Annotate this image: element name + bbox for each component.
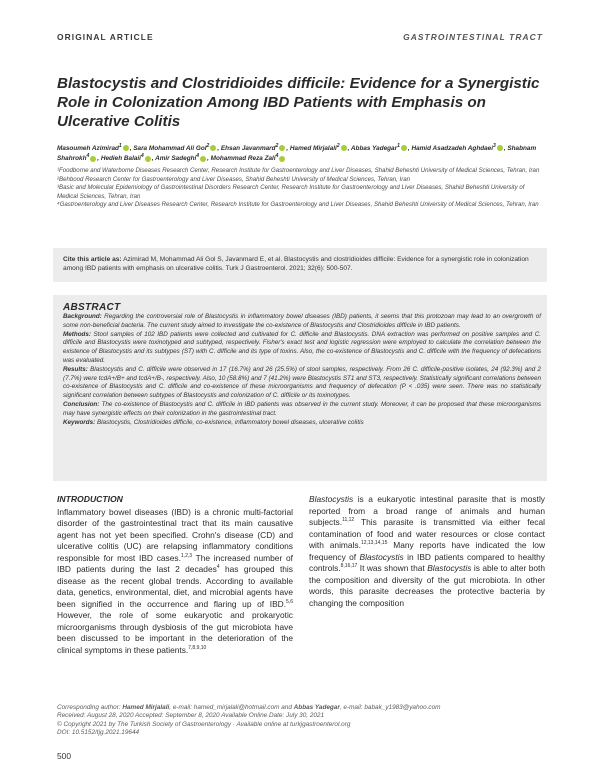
orcid-icon[interactable]	[497, 145, 503, 151]
article-title: Blastocystis and Clostridioides difficile: Evidence for a Synergistic Role in Colonization Among IBD Patients with Emphasis on Ulcerative Colitis	[57, 75, 540, 131]
corresponding-name: Abbas Yadegar	[293, 704, 340, 711]
abstract-body	[63, 313, 541, 427]
affiliation-marker: 1	[118, 142, 122, 149]
reference-marker: 8,16,17	[340, 563, 358, 570]
author-name: Mohammad Reza Zali	[210, 155, 276, 163]
reference-marker: 1,2,3	[180, 552, 193, 559]
article-dates: Received: August 28, 2020 Accepted: September 8, 2020 Available Online Date: July 30, 2021	[57, 712, 325, 720]
orcid-icon[interactable]	[210, 145, 216, 151]
citation-text: Azimirad M, Mohammad Ali Gol S, Javanmard E, et al. Blastocystis and clostridioides difficile: Evidence for a synergistic role in colonization among IBD patients with emphasis on ulcerative colitis. Turk J Gastroenterol. 2021; 32(6): 500-507.	[63, 256, 529, 273]
orcid-icon[interactable]	[279, 145, 285, 151]
italic-term: Blastocystis	[427, 563, 472, 573]
abstract-results-label: Results:	[63, 365, 88, 373]
corresponding-author	[57, 704, 547, 712]
affiliation-marker: 4	[196, 153, 200, 160]
author-name: Sara Mohammad Ali Gol	[133, 145, 207, 152]
orcid-icon[interactable]	[279, 156, 285, 162]
reference-marker: 7,8,9,10	[188, 644, 207, 651]
author-name: Abbas Yadegar	[350, 145, 398, 152]
abstract-methods-label: Methods:	[63, 330, 91, 338]
copyright: © Copyright 2021 by The Turkish Society of Gastroenterology · Available online at turkjgastroenterol.org	[57, 720, 351, 728]
author-list: Masoumeh Azimirad$^1$ , Sara Mohammad Ali Gol$^2$ , Ehsan Javanmard$^2$ , Hamed Mirjalali$^2$ , Abbas Yadegar$^1$ , Hamid Asadzadeh Aghdaei$^3$ , Shabnam Shahrokh$^4$ , Hedieh Balaii$^4$ , Amir Sadeghi$^4$ , Mohammad Reza Zali$^4$	[57, 142, 537, 163]
author-name: Hamid Asadzadeh Aghdaei	[411, 145, 494, 152]
affiliation-marker: 3	[493, 142, 496, 149]
author-name: Shabnam Shahrokh	[57, 145, 537, 163]
abstract-results: Blastocystis and C. difficile were observed in 17 (16.7%) and 26 (25.5%) of stool samples, respectively. From 26 C. difficile-positive isolates, 24 (92.3%) and 2 (7.7%) were tcdA+/B+ and tcdA+/B-, respectively. Also, 10 (58.8%) and 7 (41.2%) were Blastocystis ST1 and ST3, respectively. Statistically significant correlations between co-existence of Blastocystis and C. difficile and co-existence of these microorganisms and frequency of defecation (P < .035) were seen. There was no statistically significant correlation between subtypes of Blastocystis and colonization of C. difficile or its toxinotypes.	[63, 365, 541, 400]
corresponding-name: Hamed Mirjalali	[122, 704, 170, 711]
introduction-heading: INTRODUCTION	[57, 494, 123, 504]
intro-paragraph: Inflammatory bowel diseases (IBD) is a chronic multi-factorial disorder of the gastrointestinal tract that its main causative agent has not yet been specified. Crohn's disease (CD) and ulcerative colitis (UC) are relapsing inflammatory conditions responsible for most IBD cases.$^{1,2,3}$ The increased number of IBD patients during the last 2 decades$^4$ has grouped this disease as the recent global trends. According to available data, genetics, environmental, diet, and microbial agents have been signified in the occurrence and flaring up of IBD.$^{5,6}$ However, the role of some eukaryotic and prokaryotic microorganisms through dysbiosis of the gut microbiota have been discussed to be important in the deterioration of the clinical symptoms in these patients.$^{7,8,9,10}$	[57, 506, 293, 655]
orcid-icon[interactable]	[200, 156, 206, 162]
doi: DOI: 10.5152/tjg.2021.19644	[57, 729, 140, 737]
author-name: Ehsan Javanmard	[220, 145, 276, 152]
reference-marker: 4	[216, 564, 220, 571]
author-name: Hedieh Balaii	[100, 155, 141, 163]
affiliation-marker: 2	[206, 142, 210, 149]
orcid-icon[interactable]	[341, 145, 347, 151]
journal-section: GASTROINTESTINAL TRACT	[403, 32, 543, 42]
affiliation-marker: 2	[336, 142, 340, 149]
orcid-icon[interactable]	[145, 156, 151, 162]
orcid-icon[interactable]	[123, 145, 129, 151]
corresponding-email: , e-mail: hamed_mirjalali@hotmail.com and	[169, 704, 294, 711]
affiliation-marker: 4	[140, 153, 144, 160]
author-name: Amir Sadeghi	[155, 155, 197, 163]
article-footer	[57, 704, 547, 738]
body-column-left	[57, 494, 293, 665]
abstract-methods: Stool samples of 102 IBD patients were collected and cultivated for C. difficile and Blastocystis. DNA extraction was performed on positive samples and C. difficile and Blastocystis were toxinotyped and subtyped, respectively. Fisher's exact test and logistic regression were employed to calculate the correlation between the existence of Blastocystis and its subtypes (ST) with C. difficile and its type of toxins. Also, the co-existence of Blastocystis and C. difficile with the frequency of defecations was evaluated.	[63, 330, 541, 364]
italic-term: Blastocystis	[359, 551, 404, 562]
affiliation: ¹Foodborne and Waterborne Diseases Research Center, Research Institute for Gastroenterology and Liver Diseases, Shahid Beheshti University of Medical Sciences, Tehran, Iran	[57, 167, 540, 174]
body-column-right	[309, 494, 545, 618]
abstract-keywords: Blastocystis, Clostridioides difficile, co-existence, inflammatory bowel diseases, ulcerative colitis	[96, 418, 364, 426]
reference-marker: 5,6	[286, 598, 293, 605]
page-number: 500	[57, 751, 71, 761]
citation-label: Cite this article as:	[63, 256, 122, 263]
author-name: Masoumeh Azimirad	[57, 145, 119, 152]
italic-term: Blastocystis	[309, 494, 354, 504]
affiliations	[57, 167, 547, 210]
affiliation-marker: 4	[86, 153, 90, 160]
affiliation-marker: 1	[397, 142, 400, 149]
abstract-keywords-label: Keywords:	[63, 418, 96, 426]
corresponding-email: , e-mail: babak_y1983@yahoo.com	[339, 704, 441, 711]
affiliation: ²Behbood Research Center for Gastroenterology and Liver Diseases, Shahid Beheshti University of Medical Sciences, Tehran, Iran	[57, 175, 411, 183]
reference-marker: 11,12	[342, 517, 355, 524]
abstract-conclusion-label: Conclusion:	[63, 400, 100, 408]
abstract-heading: ABSTRACT	[63, 302, 121, 313]
section-label: ORIGINAL ARTICLE	[57, 32, 154, 42]
affiliation: ³Basic and Molecular Epidemiology of Gastrointestinal Disorders Research Center, Research Institute for Gastroenterology and Liver Diseases, Shahid Beheshti University of Medical Sciences, Tehran, Iran	[57, 184, 525, 200]
orcid-icon[interactable]	[90, 156, 96, 162]
corresponding-prefix: Corresponding author:	[57, 704, 123, 711]
citation	[63, 255, 539, 274]
abstract-background-label: Background:	[63, 313, 102, 320]
body-paragraph: Blastocystis is a eukaryotic intestinal parasite that is mostly reported from a broad range of animals and human subjects.$^{11,12}$ This parasite is transmitted via either fecal contamination of food and water resources or close contact with animals.$^{12,13,14,15}$ Many reports have indicated the low frequency of Blastocystis in IBD patients compared to healthy controls.$^{8,16,17}$ It was shown that Blastocystis is able to alter both the composition and diversity of the gut microbiota. In other words, this parasite decreases the protective bacteria by changing the composition	[309, 494, 546, 608]
abstract-conclusion: The co-existence of Blastocystis and C. difficile in IBD patients was observed in the current study. Moreover, it can be proposed that these microorganisms may have synergistic effects on their colonization in the gastrointestinal tract.	[63, 400, 542, 417]
affiliation-marker: 2	[275, 142, 279, 149]
affiliation-marker: 4	[275, 153, 279, 160]
author-name: Hamed Mirjalali	[289, 145, 337, 152]
affiliation: ⁴Gastroenterology and Liver Diseases Research Center, Research Institute for Gastroenterology and Liver Diseases, Shahid Beheshti University of Medical Sciences, Tehran, Iran	[57, 201, 539, 209]
orcid-icon[interactable]	[401, 145, 407, 151]
reference-marker: 12,13,14,15	[360, 540, 388, 547]
abstract-background: Regarding the controversial role of Blastocystis in inflammatory bowel diseases (IBD) patients, it seems that this protozoan may lead to an overgrowth of some non-beneficial bacteria. The current study aimed to investigate the co-existence of Blastocystis and Clostridioides difficile in IBD patients.	[63, 313, 541, 329]
